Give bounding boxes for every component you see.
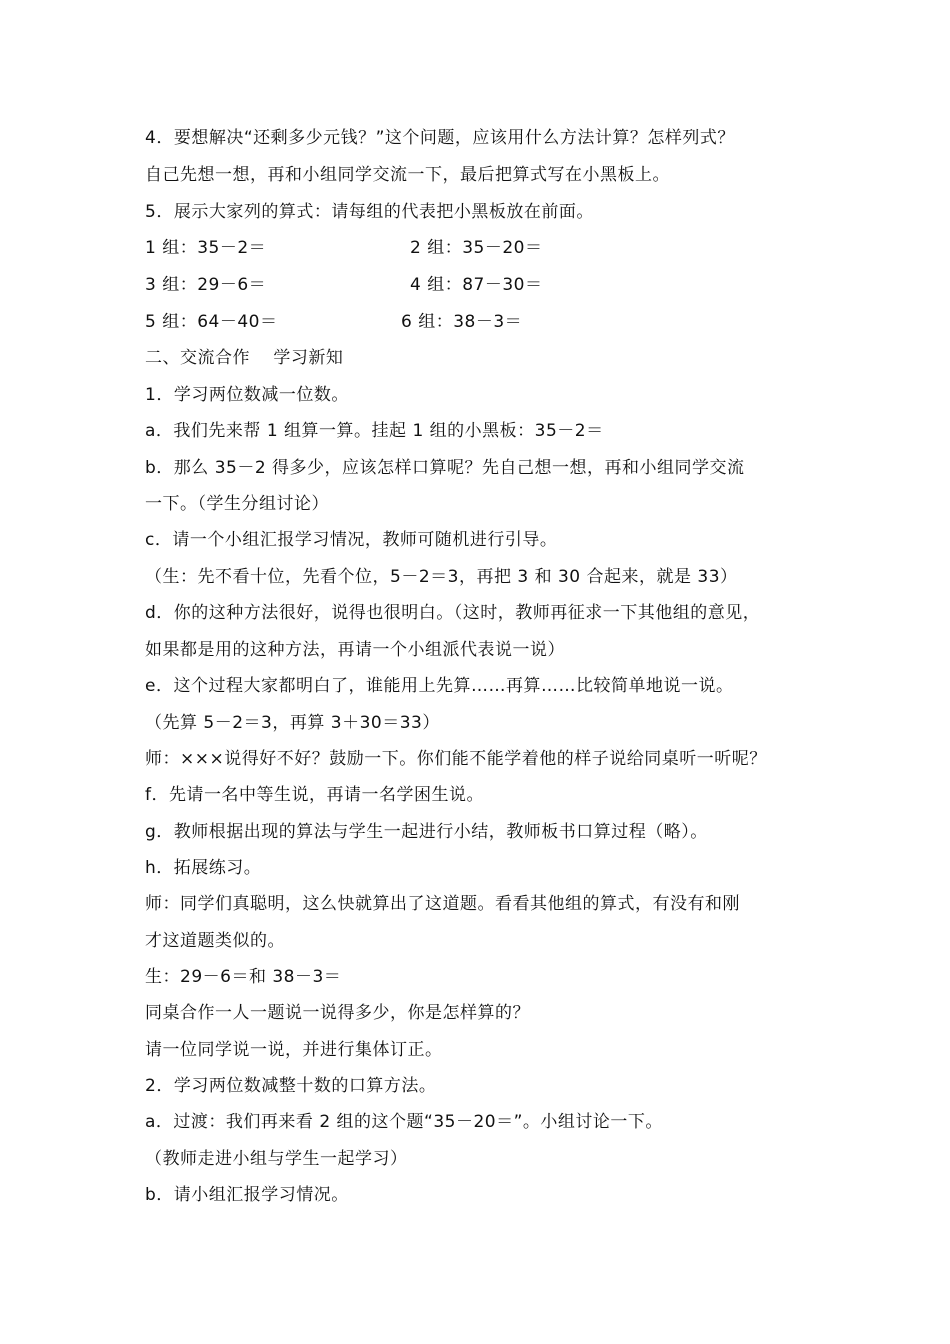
paragraph-line: h．拓展练习。 xyxy=(145,858,262,878)
paragraph-line: d．你的这种方法很好，说得也很明白。（这时，教师再征求一下其他组的意见， xyxy=(145,603,761,623)
paragraph-line: 如果都是用的这种方法，再请一个小组派代表说一说） xyxy=(145,640,565,660)
paragraph-line: 1．学习两位数减一位数。 xyxy=(145,385,349,405)
paragraph-line: a．我们先来帮 1 组算一算。挂起 1 组的小黑板：35－2＝ xyxy=(145,421,604,441)
group-equation: 1 组：35－2＝ xyxy=(145,238,267,258)
paragraph-line: 自己先想一想，再和小组同学交流一下，最后把算式写在小黑板上。 xyxy=(145,165,670,185)
paragraph-line: g．教师根据出现的算法与学生一起进行小结，教师板书口算过程（略）。 xyxy=(145,822,708,842)
paragraph-line: 2．学习两位数减整十数的口算方法。 xyxy=(145,1076,437,1096)
group-equations-row xyxy=(145,237,543,259)
paragraph-line: e．这个过程大家都明白了，谁能用上先算……再算……比较简单地说一说。 xyxy=(145,676,734,696)
paragraph-line: 师：同学们真聪明，这么快就算出了这道题。看看其他组的算式，有没有和刚 xyxy=(145,894,740,914)
paragraph-line: a．过渡：我们再来看 2 组的这个题“35－20＝”。小组讨论一下。 xyxy=(145,1112,663,1132)
group-equation: 3 组：29－6＝ xyxy=(145,275,267,295)
paragraph-line: （先算 5－2＝3，再算 3＋30＝33） xyxy=(145,713,440,733)
paragraph-line: c．请一个小组汇报学习情况，教师可随机进行引导。 xyxy=(145,530,558,550)
group-equation: 2 组：35－20＝ xyxy=(410,238,543,258)
group-equation: 4 组：87－30＝ xyxy=(410,275,543,295)
paragraph-line: 师：×××说得好不好？鼓励一下。你们能不能学着他的样子说给同桌听一听呢？ xyxy=(145,749,767,769)
paragraph-line: f．先请一名中等生说，再请一名学困生说。 xyxy=(145,785,484,805)
paragraph-line: 同桌合作一人一题说一说得多少，你是怎样算的？ xyxy=(145,1003,530,1023)
paragraph-line: 才这道题类似的。 xyxy=(145,931,285,951)
paragraph-line: 请一位同学说一说，并进行集体订正。 xyxy=(145,1040,443,1060)
paragraph-line: 5．展示大家列的算式：请每组的代表把小黑板放在前面。 xyxy=(145,202,594,222)
group-equations-row xyxy=(145,311,523,333)
paragraph-line: b．请小组汇报学习情况。 xyxy=(145,1185,349,1205)
paragraph-line: （教师走进小组与学生一起学习） xyxy=(145,1149,408,1169)
paragraph-line: 生：29－6＝和 38－3＝ xyxy=(145,967,342,987)
group-equations-row xyxy=(145,274,543,296)
paragraph-line: 一下。（学生分组讨论） xyxy=(145,494,329,514)
group-equation: 6 组：38－3＝ xyxy=(401,312,523,332)
paragraph-line: 4．要想解决“还剩多少元钱？”这个问题，应该用什么方法计算？怎样列式？ xyxy=(145,128,735,148)
paragraph-line: b．那么 35－2 得多少，应该怎样口算呢？先自己想一想，再和小组同学交流 xyxy=(145,458,745,478)
section-heading: 二、交流合作 学习新知 xyxy=(145,348,344,368)
group-equation: 5 组：64－40＝ xyxy=(145,312,278,332)
paragraph-line: （生：先不看十位，先看个位，5－2＝3，再把 3 和 30 合起来，就是 33） xyxy=(145,567,738,587)
